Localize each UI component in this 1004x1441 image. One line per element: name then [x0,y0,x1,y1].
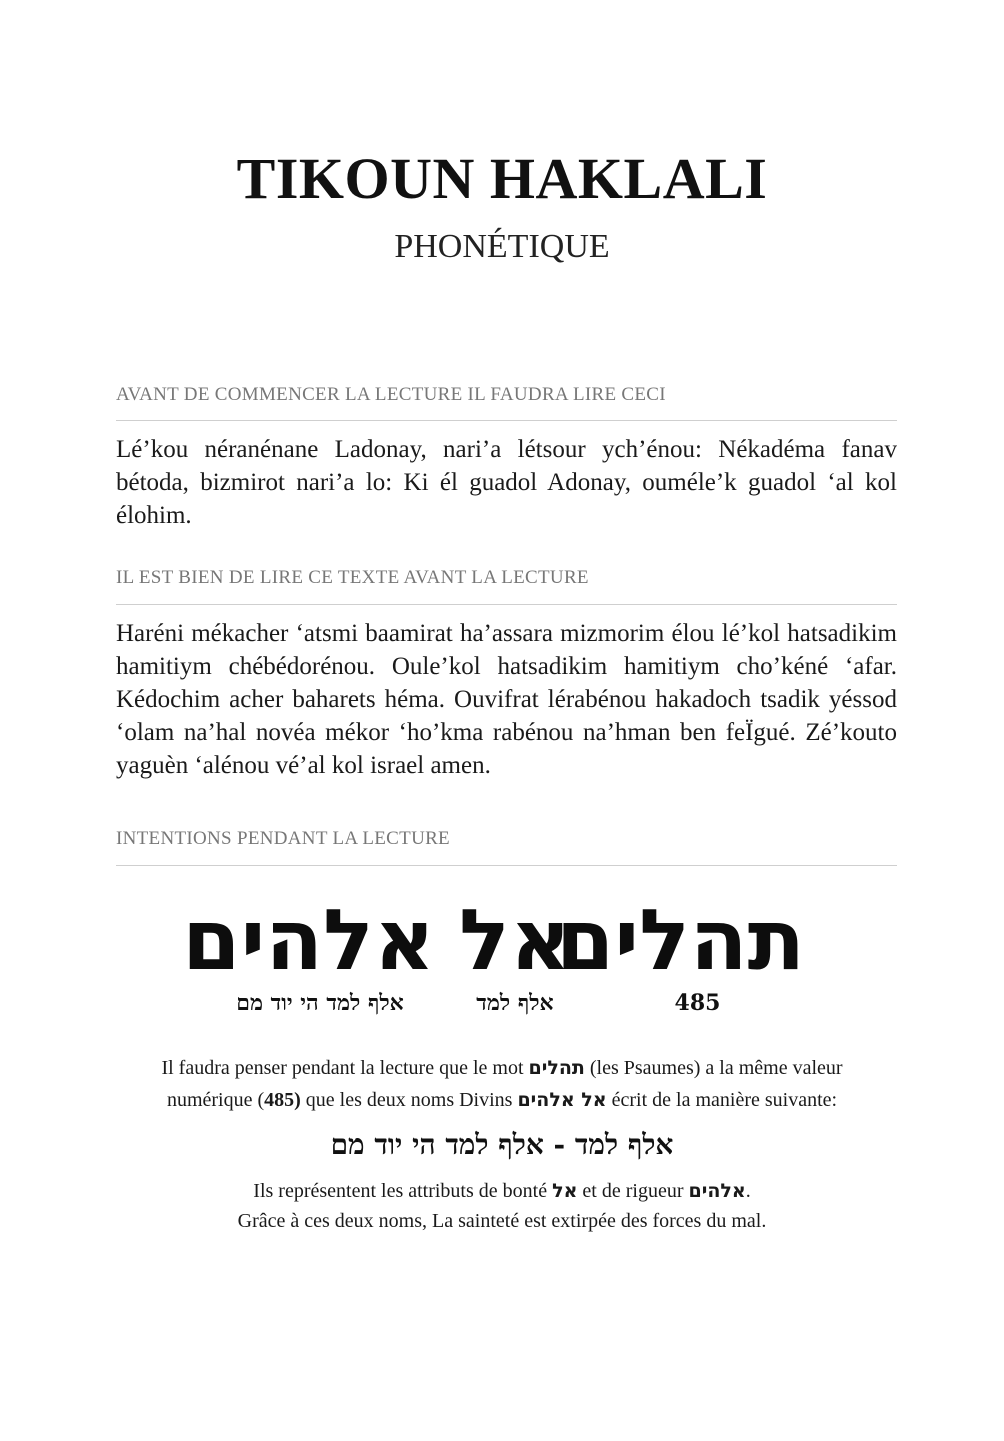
section-text-recommended: Haréni mékacher ‘atsmi baamirat ha’assara mizmorim élou lé’kol hatsadikim hamitiym chébédorénou. Oule’kol hatsadikim hamitiym cho’kéné ‘afar. Kédochim acher baharets héma. Ouvifrat lérabénou hakadoch tsadik yéssod ‘olam na’hal novéa mékor ‘ho’kma rabénou na’hman ben feÏgué. Zé’kouto yaguèn ‘alénou vé’al kol israel amen. [116,620,897,779]
section-divider [116,420,897,421]
closing-line-2: Grâce à ces deux noms, La sainteté est extirpée des forces du mal. [237,1210,767,1232]
section-text-before-reading: Lé’kou néranénane Ladonay, nari’a létsour ych’énou: Nékadéma fanav bétoda, bizmirot nari’a lo: Ki él guadol Adonay, ouméle’k guadol ‘al kol élohim. [116,436,897,529]
section-divider [116,865,897,866]
explanation-line-2: numérique (485) que les deux noms Divins אל אלהים écrit de la manière suivante: [166,1089,838,1111]
page-title: TIKOUN HAKLALI [236,146,768,211]
closing-line-1: Ils représentent les attributs de bonté אל et de rigueur אלהים. [253,1180,751,1202]
hebrew-spelled-line: אלף למד - אלף למד הי יוד מם [330,1128,674,1161]
hebrew-inline-elohim: אלהים [688,1180,746,1202]
hebrew-inline-tehilim: תהלים [528,1057,585,1079]
section-heading-recommended-text: IL EST BIEN DE LIRE CE TEXTE AVANT LA LECTURE [116,567,589,588]
section-heading-before-reading: AVANT DE COMMENCER LA LECTURE IL FAUDRA LIRE CECI [116,384,666,405]
hebrew-spelled-el: אלף למד [476,990,554,1016]
hebrew-inline-el: אל [552,1180,578,1202]
hebrew-word-elohim: אלהים [182,891,435,989]
gematria-value: 485 [674,990,721,1016]
hebrew-word-tehilim: תהלים [555,891,805,989]
section-heading-intentions: INTENTIONS PENDANT LA LECTURE [116,828,450,849]
explanation-line-1: Il faudra penser pendant la lecture que le mot תהלים (les Psaumes) a la même valeur [161,1057,843,1079]
section-divider [116,604,897,605]
hebrew-inline-divine-names: אל אלהים [517,1089,607,1111]
hebrew-spelled-elohim: אלף למד הי יוד מם [236,990,404,1016]
gematria-number: 485) [264,1089,301,1111]
page-subtitle: PHONÉTIQUE [394,228,610,265]
hebrew-word-el: אל [459,891,571,989]
